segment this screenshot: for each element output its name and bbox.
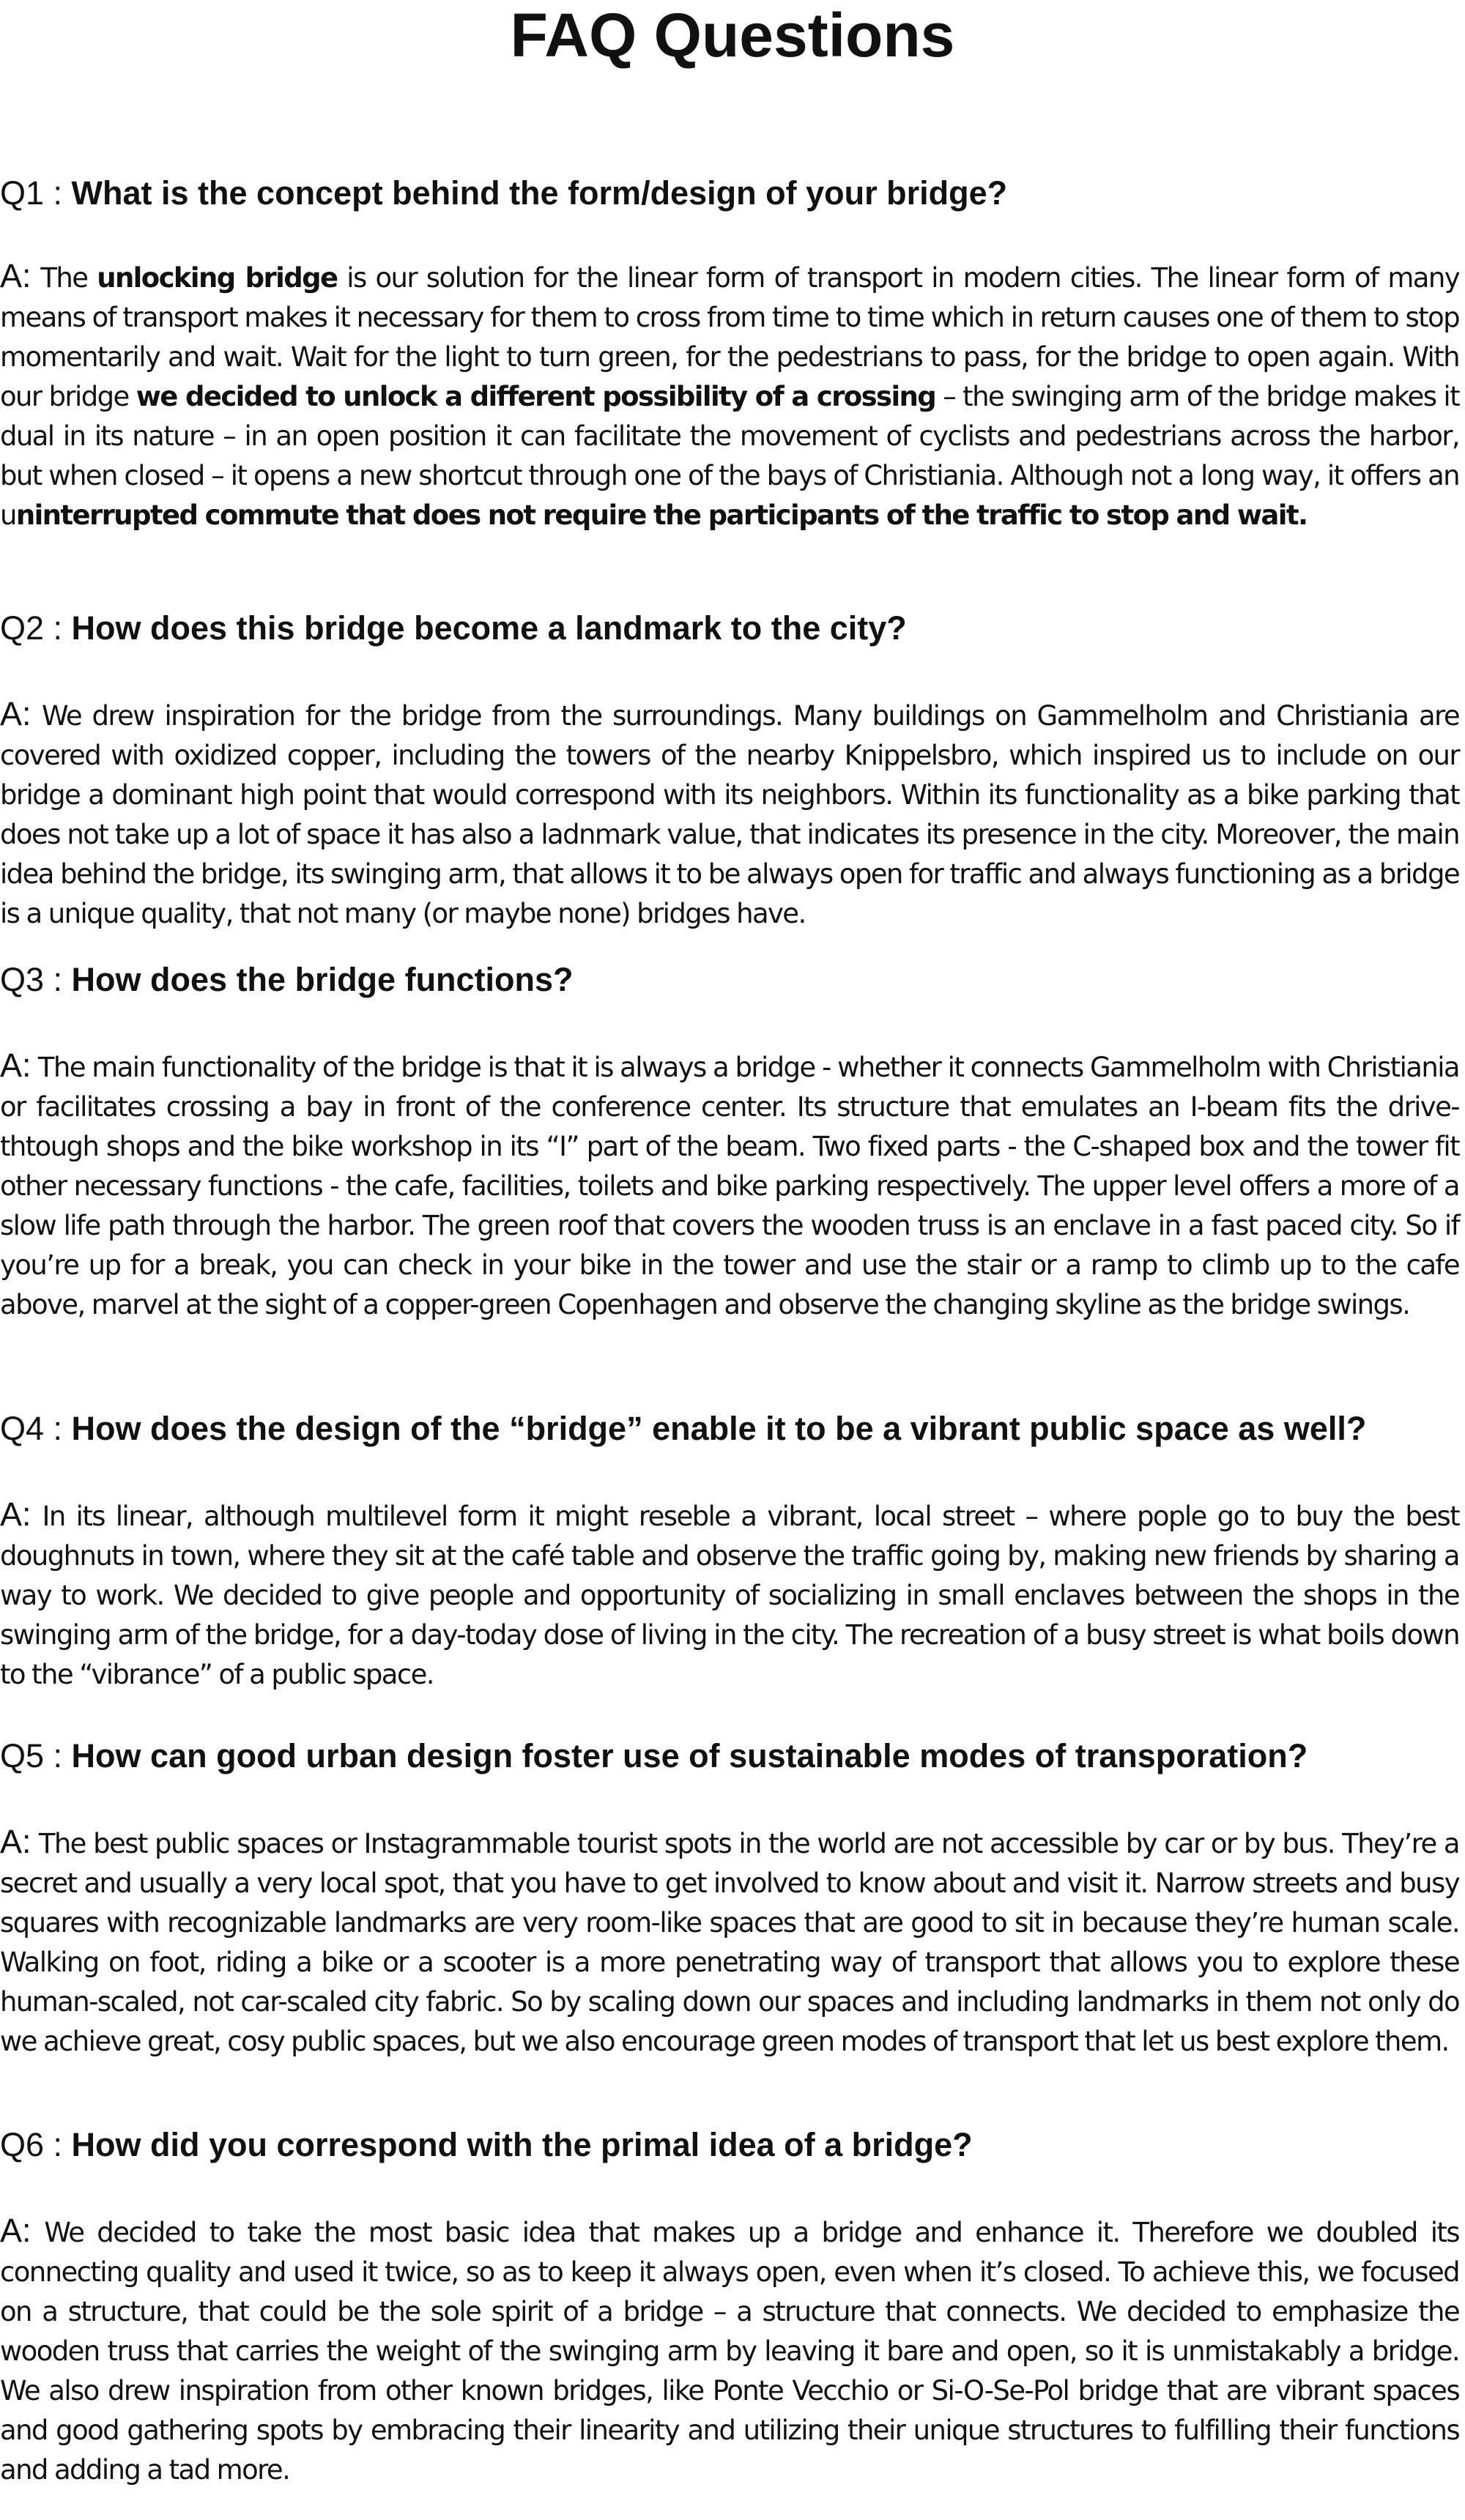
faq-answer xyxy=(0,694,1459,934)
faq-question xyxy=(0,961,1465,999)
answer-prefix: A: xyxy=(0,1823,31,1860)
answer-emphasis: unlocking bridge xyxy=(97,262,338,294)
answer-text: In its linear, although multilevel form it might reseble a vibrant, local street – where pople go to buy the best doughnuts in town, where they sit at the café table and observe the traffic going by, making new friends by sharing a way to work. We decided to give people and opportunity of socializing in small enclaves between the shops in the swinging arm of the bridge, for a day-today dose of living in the city. The recreation of a busy street is what boils down to the “vibrance” of a public space. xyxy=(0,1501,1459,1690)
question-text: How can good urban design foster use of sustainable modes of transporation? xyxy=(71,1737,1308,1774)
faq-question xyxy=(0,1737,1465,1775)
answer-prefix: A: xyxy=(0,2212,31,2249)
answer-text: The xyxy=(31,262,97,294)
question-number: Q2 : xyxy=(0,609,72,647)
faq-question xyxy=(0,2126,1465,2164)
faq-answer xyxy=(0,1046,1459,1325)
faq-answer xyxy=(0,1495,1459,1695)
question-text: What is the concept behind the form/design of your bridge? xyxy=(71,174,1008,212)
answer-prefix: A: xyxy=(0,1047,31,1084)
answer-prefix: A: xyxy=(0,1495,31,1533)
question-text: How did you correspond with the primal idea of a bridge? xyxy=(71,2126,973,2163)
question-number: Q6 : xyxy=(0,2126,72,2163)
faq-question xyxy=(0,1410,1465,1448)
answer-emphasis: we decided to unlock a different possibility of a crossing xyxy=(136,381,936,412)
question-text: How does the bridge functions? xyxy=(71,961,574,998)
faq-answer xyxy=(0,1822,1459,2062)
faq-question xyxy=(0,174,1465,212)
answer-text: The best public spaces or Instagrammable tourist spots in the world are not accessible by car or by bus. They’re a secret and usually a very local spot, that you have to get involved to know about and visit it. Narrow streets and busy squares with recognizable landmarks are very room-like spaces that are good to sit in because they’re human scale. Walking on foot, riding a bike or a scooter is a more penetrating way of transport that allows you to explore these human-scaled, not car-scaled city fabric. So by scaling down our spaces and including landmarks in them not only do we achieve great, cosy public spaces, but we also encourage green modes of transport that let us best explore them. xyxy=(0,1828,1459,2057)
answer-prefix: A: xyxy=(0,695,31,732)
answer-prefix: A: xyxy=(0,257,31,294)
question-number: Q4 : xyxy=(0,1410,72,1447)
faq-answer xyxy=(0,2211,1459,2490)
answer-text: The main functionality of the bridge is that it is always a bridge - whether it connects Gammelholm with Christiania or facilitates crossing a bay in front of the conference center. Its structure that emulates an I-beam fits the drive-thtough shops and the bike workshop in its “I” part of the beam. Two fixed parts - the C-shaped box and the tower fit other necessary functions - the cafe, facilities, toilets and bike parking respectively. The upper level offers a more of a slow life path through the harbor. The green roof that covers the wooden truss is an enclave in a fast paced city. So if you’re up for a break, you can check in your bike in the tower and use the stair or a ramp to climb up to the cafe above, marvel at the sight of a copper-green Copenhagen and observe the changing skyline as the bridge swings. xyxy=(0,1052,1459,1320)
faq-answer xyxy=(0,256,1459,535)
answer-text: We decided to take the most basic idea that makes up a bridge and enhance it. Therefore we doubled its connecting quality and used it twice, so as to keep it always open, even when it’s closed. To achieve this, we focused on a structure, that could be the sole spirit of a bridge – a structure that connects. We decided to emphasize the wooden truss that carries the weight of the swinging arm by leaving it bare and open, so it is unmistakably a bridge. We also drew inspiration from other known bridges, like Ponte Vecchio or Si-O-Se-Pol bridge that are vibrant spaces and good gathering spots by embracing their linearity and utilizing their unique structures to fulfilling their functions and adding a tad more. xyxy=(0,2217,1459,2486)
question-text: How does the design of the “bridge” enable it to be a vibrant public space as well? xyxy=(71,1410,1367,1447)
answer-text: – the swinging arm of the bridge makes it dual in its nature – in an open position it can facilitate the movement of cyclists and pedestrians across the harbor, but when closed – it opens a new shortcut through one of the bays of Christiania. Although not a long way, it offers an u xyxy=(0,381,1460,531)
answer-text: is our solution for the linear form of transport in modern cities. The linear form of many means of transport makes it necessary for them to cross from time to time which in return causes one of them to stop momentarily and wait. Wait for the light to turn green, for the pedestrians to pass, for the bridge to open again. With our bridge xyxy=(0,262,1459,412)
question-number: Q1 : xyxy=(0,174,72,212)
question-number: Q5 : xyxy=(0,1737,72,1774)
answer-emphasis: ninterrupted commute that does not require the participants of the traffic to stop and wait. xyxy=(15,499,1308,531)
page-title: FAQ Questions xyxy=(510,1,955,70)
faq-question xyxy=(0,609,1465,647)
question-text: How does this bridge become a landmark to the city? xyxy=(71,609,907,647)
answer-text: We drew inspiration for the bridge from the surroundings. Many buildings on Gammelholm and Christiania are covered with oxidized copper, including the towers of the nearby Knippelsbro, which inspired us to include on our bridge a dominant high point that would correspond with its neighbors. Within its functionality as a bike parking that does not take up a lot of space it has also a ladnmark value, that indicates its presence in the city. Moreover, the main idea behind the bridge, its swinging arm, that allows it to be always open for traffic and always functioning as a bridge is a unique quality, that not many (or maybe none) bridges have. xyxy=(0,700,1459,929)
question-number: Q3 : xyxy=(0,961,72,998)
